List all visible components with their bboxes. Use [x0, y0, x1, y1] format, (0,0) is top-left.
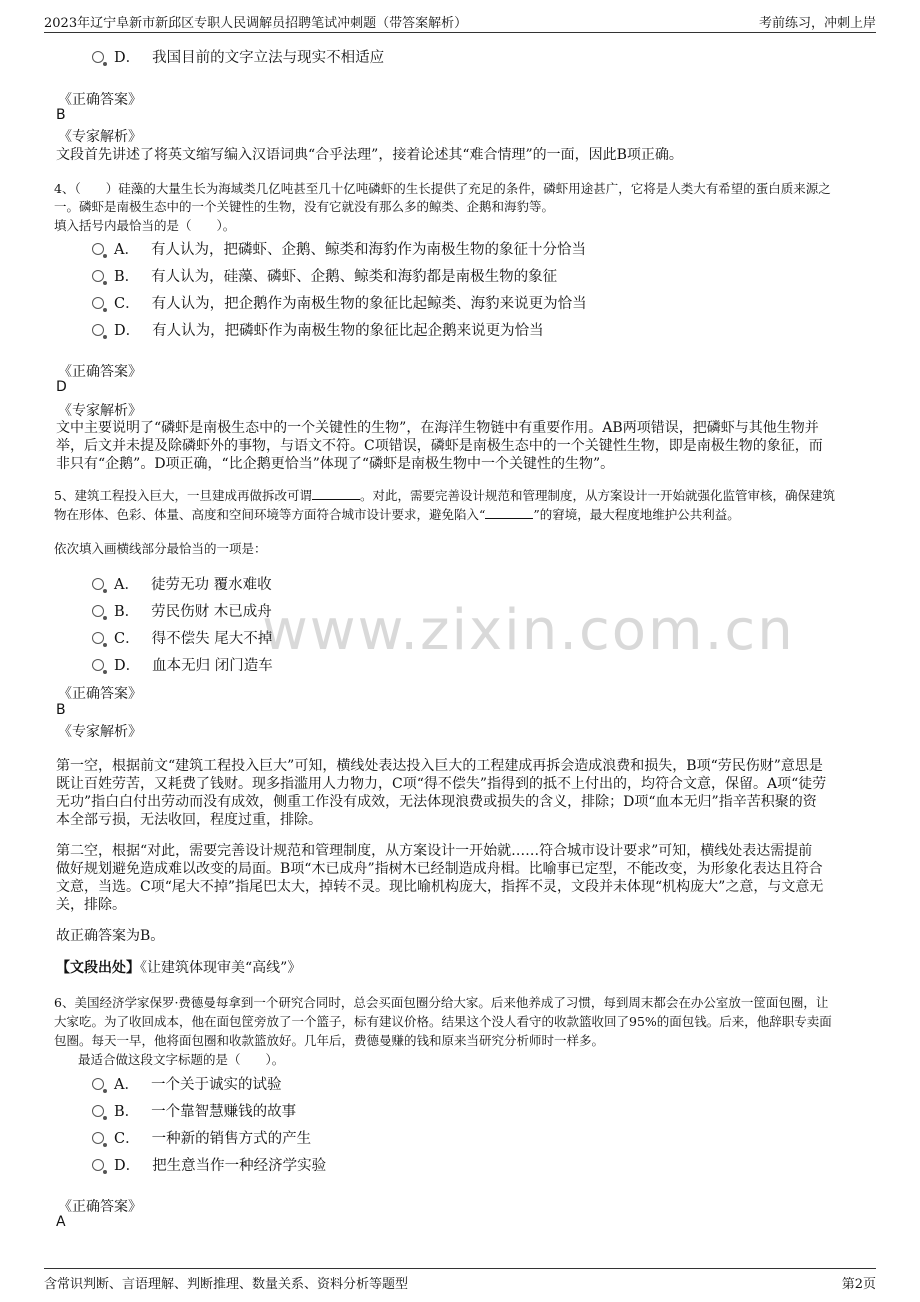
q6-option-d[interactable]: D． 把生意当作一种经济学实验	[92, 1154, 326, 1175]
q6-stem-line: 大家吃。为了收回成本，他在面包筐旁放了一个篮子，标有建议价格。结果这个没人看守的收款篮收回了95%的面包钱。后来，他辞职专卖面	[54, 1014, 832, 1029]
footer-description: 含常识判断、言语理解、判断推理、数量关系、资料分析等题型	[44, 1277, 409, 1292]
radio-icon[interactable]	[92, 1159, 104, 1171]
q5-conclusion: 故正确答案为B。	[56, 928, 165, 944]
watermark: www.zixin.com.cn	[262, 598, 795, 663]
q5-option-d[interactable]: D． 血本无归 闭门造车	[92, 654, 273, 675]
q5-answer: B	[56, 702, 66, 718]
q6-answer-label: 《正确答案》	[58, 1199, 142, 1215]
q5-analysis-line: 做好规划避免造成难以改变的局面。B项“木已成舟”指树木已经制造成舟楫。比喻事已定型，不能改变，为形象化表达且符合	[56, 861, 823, 877]
q5-analysis-line: 无功”指白白付出劳动而没有成效，侧重工作没有成效，无法体现浪费或损失的含义，排除；D项“血本无归”指辛苦积聚的资	[56, 794, 817, 810]
q4-answer: D	[56, 379, 67, 395]
page-number: 第2页	[841, 1277, 876, 1292]
q6-option-c[interactable]: C． 一种新的销售方式的产生	[92, 1127, 311, 1148]
q4-option-c[interactable]: C． 有人认为，把企鹅作为南极生物的象征比起鲸类、海豹来说更为恰当	[92, 292, 587, 313]
radio-icon[interactable]	[92, 578, 104, 590]
q4-analysis-label: 《专家解析》	[58, 403, 142, 419]
q5-analysis-line: 关，排除。	[56, 897, 126, 913]
q3-answer-label: 《正确答案》	[58, 92, 142, 108]
radio-icon[interactable]	[92, 1078, 104, 1090]
q4-prompt: 填入括号内最恰当的是（ ）。	[54, 218, 236, 233]
radio-icon[interactable]	[92, 243, 104, 255]
q5-answer-label: 《正确答案》	[58, 686, 142, 702]
q4-answer-label: 《正确答案》	[58, 364, 142, 380]
q6-option-b[interactable]: B． 一个靠智慧赚钱的故事	[92, 1100, 296, 1121]
q5-prompt: 依次填入画横线部分最恰当的一项是：	[54, 541, 267, 556]
radio-icon[interactable]	[92, 297, 104, 309]
q4-option-d[interactable]: D． 有人认为，把磷虾作为南极生物的象征比起企鹅来说更为恰当	[92, 319, 544, 340]
q4-stem-line: 一。磷虾是南极生态中的一个关键性的生物，没有它就没有那么多的鲸类、企鹅和海豹等。	[54, 199, 555, 214]
q3-answer: B	[56, 107, 66, 123]
q3-analysis: 文段首先讲述了将英文缩写编入汉语词典“合乎法理”，接着论述其“难合情理”的一面，因此B项正确。	[56, 147, 683, 163]
q4-stem-line: 4、（ ）硅藻的大量生长为海域类几亿吨甚至几十亿吨磷虾的生长提供了充足的条件，磷虾用途甚广，它将是人类大有希望的蛋白质来源之	[54, 181, 831, 196]
q6-answer: A	[56, 1214, 66, 1230]
radio-icon[interactable]	[92, 1105, 104, 1117]
q5-stem-line: 物在形体、色彩、体量、高度和空间环境等方面符合城市设计要求，避免陷入“ ”的窘境，最大程度地维护公共利益。	[54, 507, 740, 522]
q4-analysis-line: 举，后文并未提及除磷虾外的事物，与语文不符。C项错误，磷虾是南极生态中的一个关键性生物，即是南极生物的象征，而	[56, 438, 823, 454]
q5-option-c[interactable]: C． 得不偿失 尾大不掉	[92, 627, 272, 648]
q5-analysis-label: 《专家解析》	[58, 724, 142, 740]
q6-prompt: 最适合做这段文字标题的是（ ）。	[78, 1052, 285, 1067]
q4-option-b[interactable]: B． 有人认为，硅藻、磷虾、企鹅、鲸类和海豹都是南极生物的象征	[92, 265, 557, 286]
radio-icon[interactable]	[92, 270, 104, 282]
radio-icon[interactable]	[92, 632, 104, 644]
q5-analysis-line: 第一空，根据前文“建筑工程投入巨大”可知，横线处表达投入巨大的工程建成再拆会造成浪费和损失，B项“劳民伤财”意思是	[56, 758, 823, 774]
q3-analysis-label: 《专家解析》	[58, 129, 142, 145]
q5-analysis-line: 第二空，根据“对此，需要完善设计规范和管理制度，从方案设计一开始就……符合城市设计要求”可知，横线处表达需提前	[56, 843, 813, 859]
q3-option-d[interactable]: D． 我国目前的文字立法与现实不相适应	[92, 46, 384, 67]
q5-analysis-line: 本全部亏损，无法收回，程度过重，排除。	[56, 812, 322, 828]
radio-icon[interactable]	[92, 324, 104, 336]
q4-analysis-line: 文中主要说明了“磷虾是南极生态中的一个关键性的生物”，在海洋生物链中有重要作用。AB两项错误，把磷虾与其他生物并	[56, 420, 819, 436]
q5-source: 【文段出处】《让建筑体现审美“高线”》	[56, 960, 302, 976]
page-header	[44, 10, 876, 33]
radio-icon[interactable]	[92, 51, 104, 63]
page-footer	[44, 1268, 876, 1293]
radio-icon[interactable]	[92, 1132, 104, 1144]
q6-stem-line: 6、美国经济学家保罗·费德曼每拿到一个研究合同时，总会买面包圈分给大家。后来他养成了习惯，每到周末都会在办公室放一筐面包圈，让	[54, 995, 829, 1010]
fill-blank	[312, 487, 360, 500]
q4-option-a[interactable]: A． 有人认为，把磷虾、企鹅、鲸类和海豹作为南极生物的象征十分恰当	[92, 238, 586, 259]
q6-option-a[interactable]: A． 一个关于诚实的试验	[92, 1073, 281, 1094]
q6-stem-line: 包圈。每天一早，他将面包圈和收款篮放好。几年后，费德曼赚的钱和原来当研究分析师时一样多。	[54, 1033, 605, 1048]
q5-option-b[interactable]: B． 劳民伤财 木已成舟	[92, 600, 272, 621]
q4-analysis-line: 非只有“企鹅”。D项正确，“比企鹅更恰当”体现了“磷虾是南极生物中一个关键性的生物”。	[56, 456, 615, 472]
radio-icon[interactable]	[92, 605, 104, 617]
q5-option-a[interactable]: A． 徒劳无功 覆水难收	[92, 573, 272, 594]
document-title: 2023年辽宁阜新市新邱区专职人民调解员招聘笔试冲刺题（带答案解析）	[44, 16, 468, 31]
header-slogan: 考前练习，冲刺上岸	[758, 16, 876, 31]
radio-icon[interactable]	[92, 659, 104, 671]
q5-analysis-line: 既让百姓劳苦，又耗费了钱财。现多指滥用人力物力，C项“得不偿失”指得到的抵不上付出的，均符合文意，保留。A项“徒劳	[56, 776, 827, 792]
fill-blank	[485, 506, 533, 519]
q5-stem-line: 5、建筑工程投入巨大，一旦建成再做拆改可谓 。对此，需要完善设计规范和管理制度，从方案设计一开始就强化监管审核，确保建筑	[54, 488, 835, 503]
q5-analysis-line: 文意，当选。C项“尾大不掉”指尾巴太大，掉转不灵。现比喻机构庞大，指挥不灵，文段并未体现“机构庞大”之意，与文意无	[56, 879, 824, 895]
